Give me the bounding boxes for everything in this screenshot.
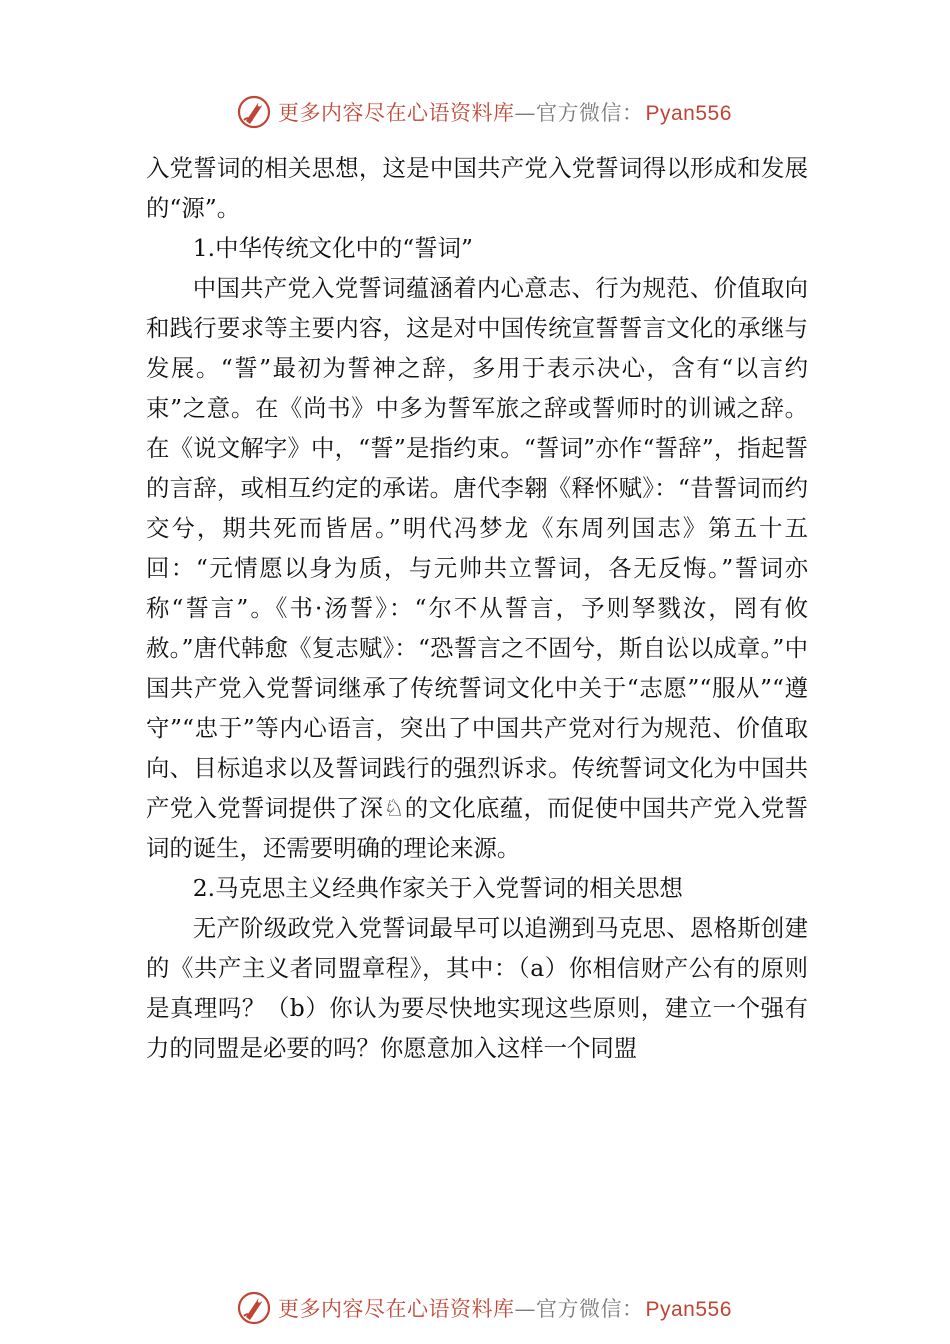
banner-official-label: 官方微信： bbox=[536, 1297, 644, 1321]
document-body bbox=[146, 148, 808, 1068]
banner-separator: — bbox=[514, 101, 536, 125]
banner-main-text: 更多内容尽在心语资料库 bbox=[278, 1297, 515, 1321]
header-banner-text bbox=[278, 97, 732, 127]
banner-wechat-id: Pyan556 bbox=[645, 102, 732, 125]
banner-main-text: 更多内容尽在心语资料库 bbox=[278, 101, 515, 125]
section-heading-2: 2.马克思主义经典作家关于入党誓词的相关思想 bbox=[192, 874, 683, 902]
banner-official-label: 官方微信： bbox=[536, 101, 644, 125]
banner-wechat-id: Pyan556 bbox=[645, 1298, 732, 1321]
paragraph-marxist-origin: 无产阶级政党入党誓词最早可以追溯到马克思、恩格斯创建的《共产主义者同盟章程》，其中：（a）你相信财产公有的原则是真理吗？（b）你认为要尽快地实现这些原则，建立一个强有力的同盟是必要的吗？你愿意加入这样一个同盟 bbox=[146, 914, 808, 1062]
section-heading-1: 1.中华传统文化中的“誓词” bbox=[192, 234, 473, 262]
footer-banner bbox=[236, 1288, 736, 1328]
header-banner bbox=[236, 92, 736, 132]
paragraph-continuation: 入党誓词的相关思想，这是中国共产党入党誓词得以形成和发展的“源”。 bbox=[146, 154, 808, 222]
banner-separator: — bbox=[514, 1297, 536, 1321]
pen-nib-logo-icon bbox=[236, 94, 272, 130]
paragraph-traditional-culture: 中国共产党入党誓词蕴涵着内心意志、行为规范、价值取向和践行要求等主要内容，这是对中国传统宣誓誓言文化的承继与发展。“誓”最初为誓神之辞，多用于表示决心，含有“以言约束”之意。在《尚书》中多为誓军旅之辞或誓师时的训诫之辞。在《说文解字》中，“誓”是指约束。“誓词”亦作“誓辞”，指起誓的言辞，或相互约定的承诺。唐代李翱《释怀赋》：“昔誓词而约交兮，期共死而皆居。”明代冯梦龙《东周列国志》第五十五回：“元情愿以身为质，与元帅共立誓词，各无反悔。”誓词亦称“誓言”。《书·汤誓》：“尔不从誓言，予则孥戮汝，罔有攸赦。”唐代韩愈《复志赋》：“恐誓言之不固兮，斯自讼以成章。”中国共产党入党誓词继承了传统誓词文化中关于“志愿”“服从”“遵守”“忠于”等内心语言，突出了中国共产党对行为规范、价值取向、目标追求以及誓词践行的强烈诉求。传统誓词文化为中国共产党入党誓词提供了深♘的文化底蕴，而促使中国共产党入党誓词的诞生，还需要明确的理论来源。 bbox=[146, 274, 808, 862]
footer-banner-text bbox=[278, 1293, 732, 1323]
pen-nib-logo-icon bbox=[236, 1290, 272, 1326]
